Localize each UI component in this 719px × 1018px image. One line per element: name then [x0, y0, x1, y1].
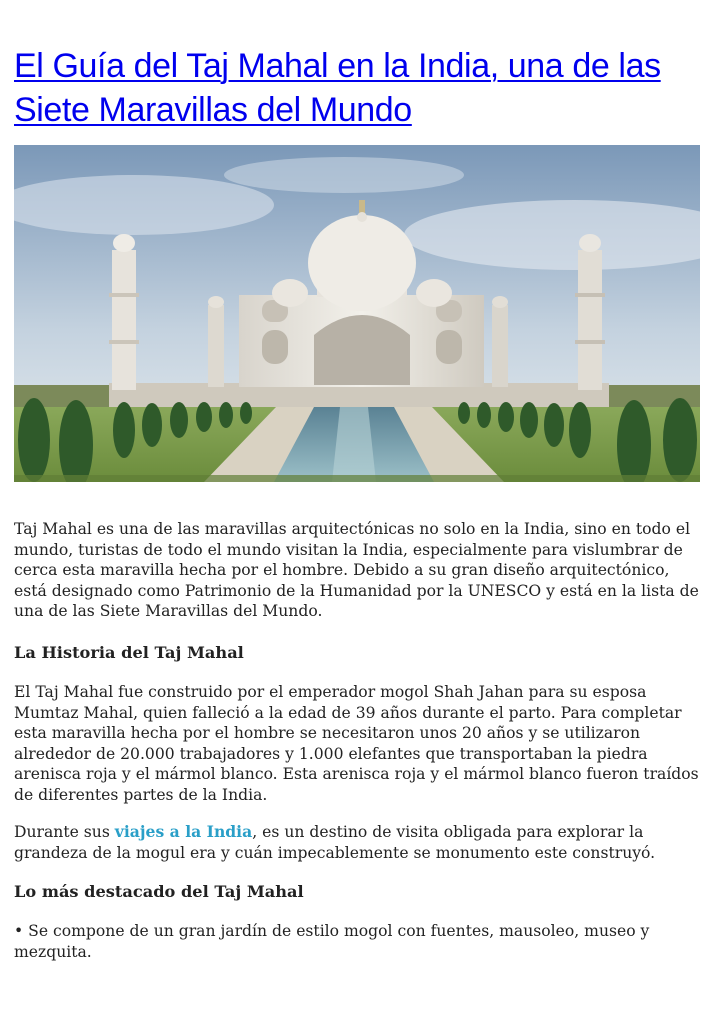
travel-prefix: Durante sus	[14, 823, 115, 841]
page-title	[14, 44, 704, 132]
travel-paragraph	[14, 822, 704, 863]
highlight-item: • Se compone de un gran jardín de estilo mogol con fuentes, mausoleo, museo y mezquita.	[14, 922, 650, 961]
history-heading: La Historia del Taj Mahal	[14, 643, 244, 662]
intro-paragraph: Taj Mahal es una de las maravillas arquitectónicas no solo en la India, sino en todo el mundo, turistas de todo el mundo visitan la India, especialmente para vislumbrar de cerca esta maravilla hecha por el hombre. Debido a su gran diseño arquitectónico, está designado como Patrimonio de la Humanidad por la UNESCO y está en la lista de una de las Siete Maravillas del Mundo.	[14, 520, 699, 621]
highlights-heading: Lo más destacado del Taj Mahal	[14, 882, 304, 901]
taj-mahal-photo	[14, 145, 700, 482]
title-link[interactable]: El Guía del Taj Mahal en la India, una de las Siete Maravillas del Mundo	[14, 47, 661, 129]
viajes-india-link[interactable]: viajes a la India	[114, 822, 253, 841]
travel-suffix: , es un destino de visita obligada para explorar la grandeza de la mogul era y cuán impecablemente se monumento este construyó.	[14, 823, 656, 862]
history-paragraph: El Taj Mahal fue construido por el emperador mogol Shah Jahan para su esposa Mumtaz Mahal, quien falleció a la edad de 39 años durante el parto. Para completar esta maravilla hecha por el hombre se necesitaron unos 20 años y se utilizaron alrededor de 20.000 trabajadores y 1.000 elefantes que transportaban la piedra arenisca roja y el mármol blanco. Esta arenisca roja y el mármol blanco fueron traídos de diferentes partes de la India.	[14, 683, 699, 804]
